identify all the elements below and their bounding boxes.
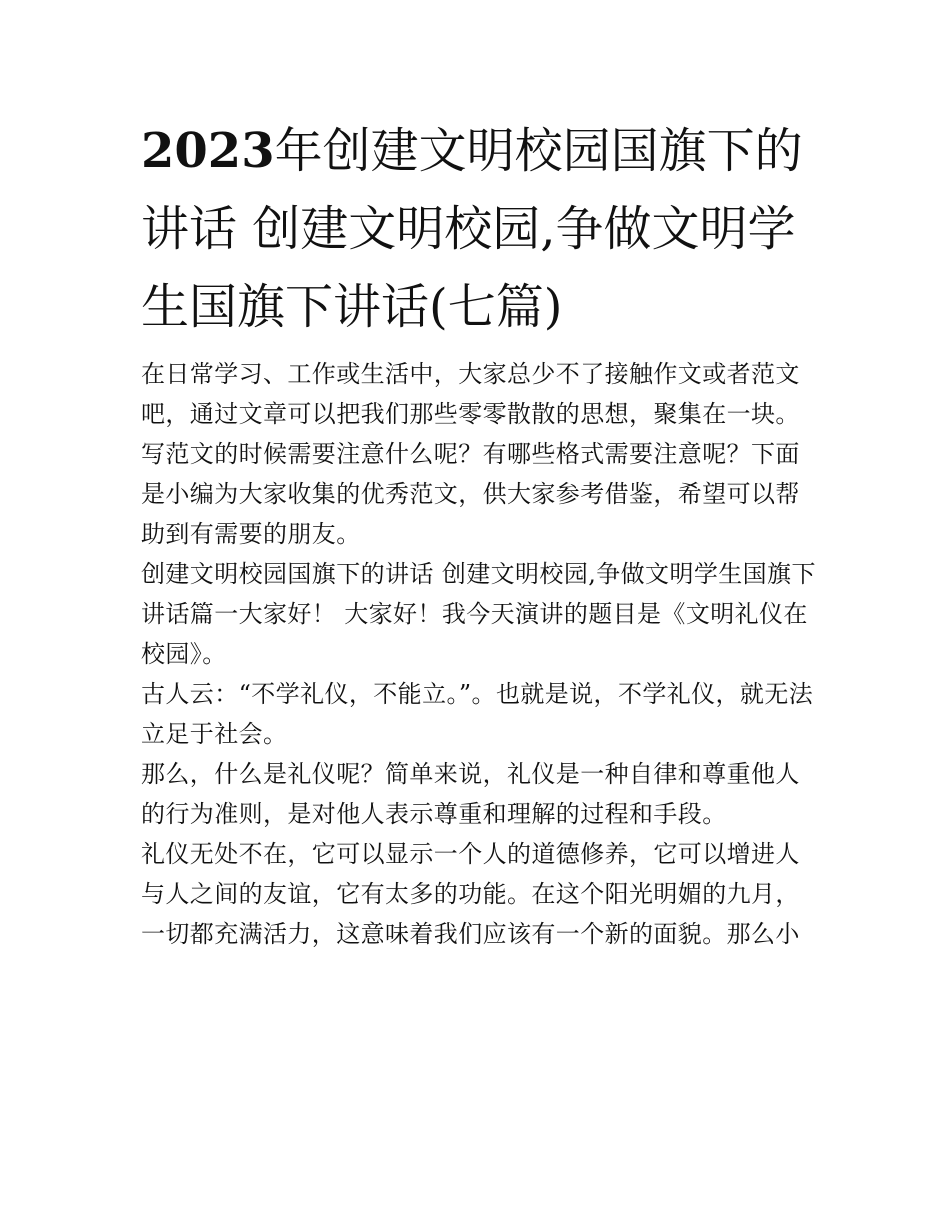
paragraph-intro: 在日常学习、工作或生活中，大家总少不了接触作文或者范文吧，通过文章可以把我们那些零零散散的思想，聚集在一块。写范文的时候需要注意什么呢？有哪些格式需要注意呢？下面是小编为大家收集的优秀范文，供大家参考借鉴，希望可以帮助到有需要的朋友。 <box>141 360 800 548</box>
document-title: 2023年创建文明校园国旗下的讲话 创建文明校园,争做文明学生国旗下讲话(七篇) <box>141 123 803 335</box>
document-page <box>141 112 821 954</box>
paragraph-speech-opening: 创建文明校园国旗下的讲话 创建文明校园,争做文明学生国旗下讲话篇一大家好！ 大家好！我今天演讲的题目是《文明礼仪在校园》。 <box>141 560 816 668</box>
paragraph-etiquette-everywhere: 礼仪无处不在，它可以显示一个人的道德修养，它可以增进人与人之间的友谊，它有太多的功能。在这个阳光明媚的九月，一切都充满活力，这意味着我们应该有一个新的面貌。那么小 <box>141 840 800 948</box>
paragraph-etiquette-definition: 那么，什么是礼仪呢？简单来说，礼仪是一种自律和尊重他人的行为准则，是对他人表示尊重和理解的过程和手段。 <box>141 760 800 828</box>
paragraph-ancient-saying: 古人云：“不学礼仪，不能立。”。也就是说，不学礼仪，就无法立足于社会。 <box>141 680 814 748</box>
